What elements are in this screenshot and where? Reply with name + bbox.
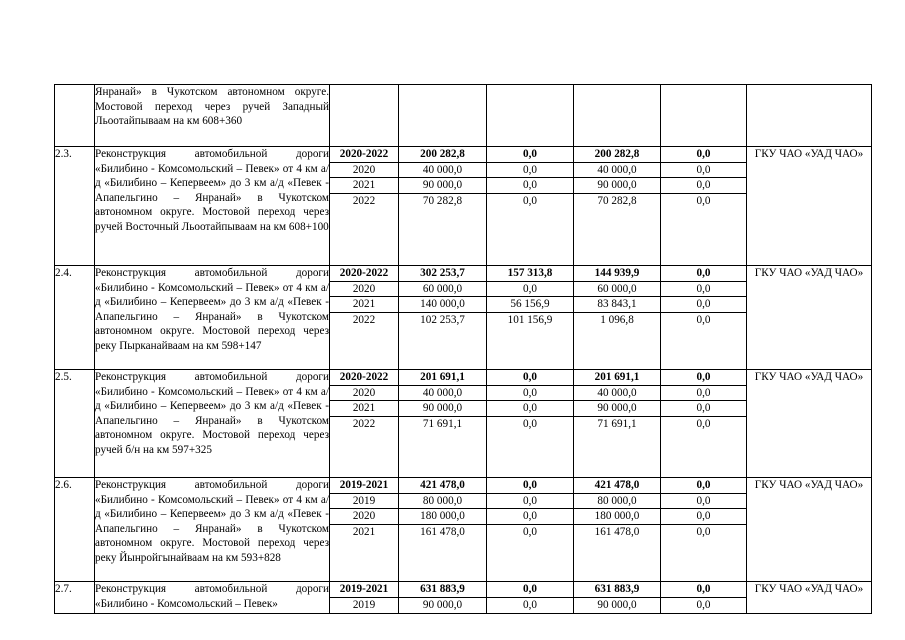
other-cell: 0,0 (660, 401, 747, 417)
federal-column (487, 582, 574, 614)
other-cell: 0,0 (660, 163, 747, 179)
year-column (330, 370, 399, 478)
executor-organization: ГКУ ЧАО «УАД ЧАО» (747, 266, 872, 370)
other-cell: 0,0 (660, 297, 747, 313)
year-cell: 2020-2022 (329, 147, 399, 163)
okrug-cell: 90 000,0 (573, 401, 661, 417)
okrug-cell: 631 883,9 (573, 582, 661, 598)
federal-column (487, 370, 574, 478)
total-cell: 90 000,0 (398, 401, 487, 417)
okrug-cell: 180 000,0 (573, 509, 661, 525)
total-column (399, 478, 487, 582)
item-number: 2.6. (55, 478, 95, 582)
item-description: Реконструкция автомобильной дороги «Билибино - Комсомольский – Певек» от 4 км а/д «Билибино – Кепервеем» до 3 км а/д «Певек - Апапельгино – Янранай» в Чукотском автономном округе. Мостовой переход через реку Йынройгынайваам на км 593+828 (95, 478, 330, 582)
okrug-column (574, 85, 661, 147)
year-column (330, 266, 399, 370)
other-cell: 0,0 (660, 509, 747, 525)
total-column (399, 85, 487, 147)
year-cell: 2021 (329, 297, 399, 313)
okrug-cell: 40 000,0 (573, 386, 661, 402)
federal-cell: 0,0 (486, 494, 574, 510)
total-cell: 140 000,0 (398, 297, 487, 313)
item-number: 2.3. (55, 147, 95, 266)
year-cell: 2020 (329, 163, 399, 179)
okrug-column (574, 370, 661, 478)
other-cell: 0,0 (660, 370, 747, 386)
okrug-column (574, 582, 661, 614)
year-cell: 2022 (352, 194, 376, 207)
total-cell: 60 000,0 (398, 282, 487, 298)
year-column (330, 85, 399, 147)
table-row (55, 370, 872, 478)
federal-cell: 0,0 (486, 478, 574, 494)
table-row (55, 266, 872, 370)
item-number: 2.4. (55, 266, 95, 370)
okrug-cell: 201 691,1 (573, 370, 661, 386)
okrug-cell: 71 691,1 (597, 417, 637, 430)
item-number (55, 85, 95, 147)
total-cell: 180 000,0 (398, 509, 487, 525)
total-cell: 161 478,0 (420, 525, 465, 538)
okrug-cell: 80 000,0 (573, 494, 661, 510)
executor-organization: ГКУ ЧАО «УАД ЧАО» (747, 370, 872, 478)
other-cell: 0,0 (660, 478, 747, 494)
other-cell: 0,0 (660, 494, 747, 510)
federal-cell: 0,0 (486, 147, 574, 163)
okrug-column (574, 147, 661, 266)
table-row (55, 85, 872, 147)
other-cell: 0,0 (660, 582, 747, 598)
okrug-cell: 421 478,0 (573, 478, 661, 494)
federal-cell: 0,0 (486, 282, 574, 298)
total-cell: 302 253,7 (398, 266, 487, 282)
other-cell: 0,0 (660, 266, 747, 282)
okrug-cell: 90 000,0 (597, 598, 637, 611)
okrug-cell: 40 000,0 (573, 163, 661, 179)
item-number: 2.7. (55, 582, 95, 614)
year-cell: 2020 (329, 386, 399, 402)
total-cell: 70 282,8 (422, 194, 463, 207)
federal-cell: 0,0 (523, 598, 537, 611)
federal-cell: 56 156,9 (486, 297, 574, 313)
total-column (399, 147, 487, 266)
federal-cell: 0,0 (486, 386, 574, 402)
year-cell: 2020-2022 (329, 370, 399, 386)
other-cell: 0,0 (660, 178, 747, 194)
federal-column (487, 266, 574, 370)
okrug-cell: 161 478,0 (594, 525, 640, 538)
year-cell: 2021 (329, 178, 399, 194)
year-cell: 2020 (329, 282, 399, 298)
total-cell: 631 883,9 (398, 582, 487, 598)
federal-cell: 0,0 (486, 178, 574, 194)
item-description: Реконструкция автомобильной дороги «Билибино - Комсомольский – Певек» (95, 582, 330, 614)
other-column (661, 582, 747, 614)
item-description: Янранай» в Чукотском автономном округе. Мостовой переход через ручей Западный Льоотайпываам на км 608+360 (95, 85, 330, 147)
federal-cell: 0,0 (523, 194, 537, 207)
okrug-cell: 83 843,1 (573, 297, 661, 313)
program-table (54, 84, 872, 614)
federal-cell: 0,0 (486, 370, 574, 386)
year-cell: 2021 (352, 525, 376, 538)
other-cell: 0,0 (696, 417, 711, 430)
total-cell: 201 691,1 (398, 370, 487, 386)
okrug-cell: 90 000,0 (573, 178, 661, 194)
other-column (661, 147, 747, 266)
federal-cell: 0,0 (486, 509, 574, 525)
other-cell: 0,0 (660, 147, 747, 163)
total-column (399, 266, 487, 370)
other-cell: 0,0 (696, 194, 711, 207)
executor-organization: ГКУ ЧАО «УАД ЧАО» (747, 478, 872, 582)
executor-organization: ГКУ ЧАО «УАД ЧАО» (747, 582, 872, 614)
other-cell: 0,0 (660, 386, 747, 402)
total-cell: 421 478,0 (398, 478, 487, 494)
year-cell: 2019-2021 (329, 582, 399, 598)
table-row (55, 582, 872, 614)
total-cell: 71 691,1 (422, 417, 463, 430)
federal-cell: 0,0 (523, 525, 537, 538)
total-cell: 40 000,0 (398, 386, 487, 402)
year-cell: 2021 (329, 401, 399, 417)
total-cell: 102 253,7 (420, 313, 465, 326)
executor-organization (747, 85, 872, 147)
federal-cell: 0,0 (523, 417, 537, 430)
federal-cell: 101 156,9 (507, 313, 553, 326)
okrug-cell: 70 282,8 (597, 194, 637, 207)
year-cell: 2022 (352, 417, 376, 430)
year-column (330, 147, 399, 266)
federal-column (487, 147, 574, 266)
total-cell: 200 282,8 (398, 147, 487, 163)
total-column (399, 370, 487, 478)
federal-column (487, 478, 574, 582)
okrug-cell: 144 939,9 (573, 266, 661, 282)
federal-cell: 0,0 (486, 163, 574, 179)
total-cell: 90 000,0 (398, 178, 487, 194)
total-cell: 40 000,0 (398, 163, 487, 179)
table-row (55, 147, 872, 266)
table-row (55, 478, 872, 582)
item-description: Реконструкция автомобильной дороги «Билибино - Комсомольский – Певек» от 4 км а/д «Билибино – Кепервеем» до 3 км а/д «Певек - Апапельгино – Янранай» в Чукотском автономном округе. Мостовой переход через ручей Восточный Льоотайпываам на км 608+100 (95, 147, 330, 266)
other-cell: 0,0 (696, 598, 711, 611)
federal-cell: 0,0 (486, 401, 574, 417)
item-description: Реконструкция автомобильной дороги «Билибино - Комсомольский – Певек» от 4 км а/д «Билибино – Кепервеем» до 3 км а/д «Певек - Апапельгино – Янранай» в Чукотском автономном округе. Мостовой переход через ручей б/н на км 597+325 (95, 370, 330, 478)
total-column (399, 582, 487, 614)
item-description: Реконструкция автомобильной дороги «Билибино - Комсомольский – Певек» от 4 км а/д «Билибино – Кепервеем» до 3 км а/д «Певек - Апапельгино – Янранай» в Чукотском автономном округе. Мостовой переход через реку Пырканайваам на км 598+147 (95, 266, 330, 370)
okrug-column (574, 266, 661, 370)
item-number: 2.5. (55, 370, 95, 478)
other-cell: 0,0 (696, 313, 711, 326)
federal-column (487, 85, 574, 147)
other-column (661, 478, 747, 582)
year-cell: 2020-2022 (329, 266, 399, 282)
other-column (661, 85, 747, 147)
year-cell: 2022 (352, 313, 376, 326)
okrug-cell: 1 096,8 (600, 313, 634, 326)
executor-organization: ГКУ ЧАО «УАД ЧАО» (747, 147, 872, 266)
okrug-column (574, 478, 661, 582)
federal-cell: 157 313,8 (486, 266, 574, 282)
year-cell: 2019 (329, 494, 399, 510)
federal-cell: 0,0 (486, 582, 574, 598)
other-column (661, 266, 747, 370)
total-cell: 90 000,0 (422, 598, 463, 611)
year-column (330, 582, 399, 614)
year-column (330, 478, 399, 582)
total-cell: 80 000,0 (398, 494, 487, 510)
other-cell: 0,0 (696, 525, 711, 538)
okrug-cell: 200 282,8 (573, 147, 661, 163)
year-cell: 2020 (329, 509, 399, 525)
year-cell: 2019-2021 (329, 478, 399, 494)
year-cell: 2019 (352, 598, 376, 611)
other-cell: 0,0 (660, 282, 747, 298)
other-column (661, 370, 747, 478)
okrug-cell: 60 000,0 (573, 282, 661, 298)
